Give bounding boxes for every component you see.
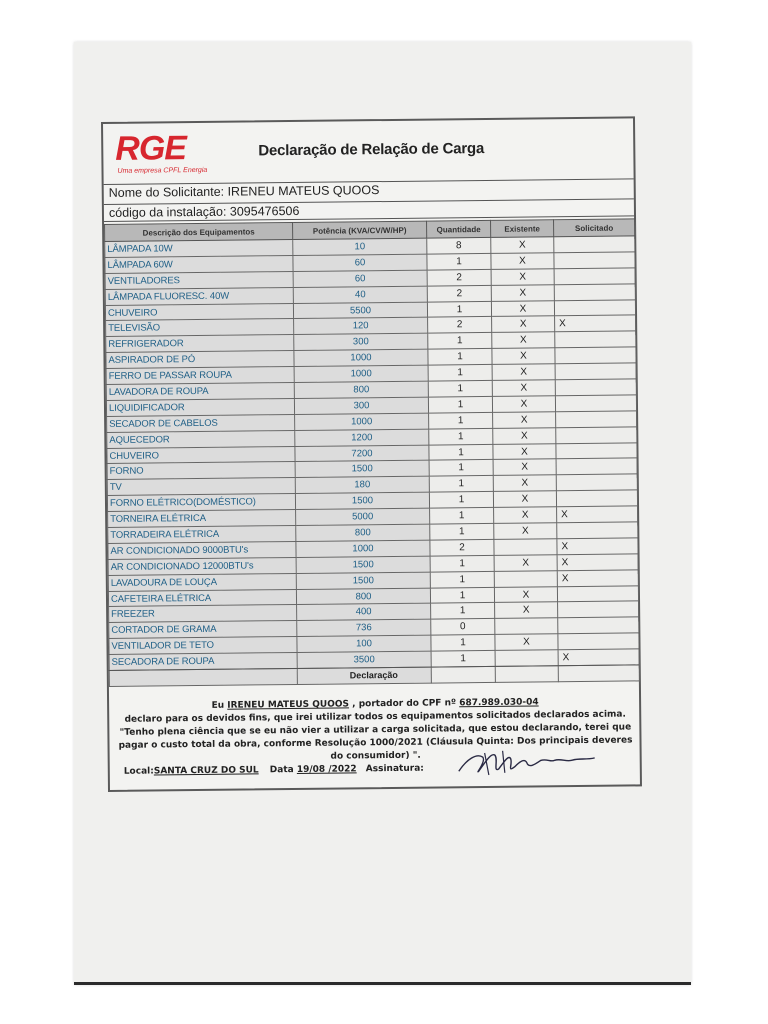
cell-quantity: 1	[430, 508, 494, 525]
cell-requested: X	[557, 538, 638, 555]
cell-power: 300	[294, 333, 428, 350]
cell-power: 40	[293, 286, 427, 303]
cell-power: 1000	[295, 413, 429, 430]
form-header	[103, 118, 634, 184]
cell-quantity: 1	[430, 555, 494, 572]
cell-description: TORRADEIRA ELÉTRICA	[108, 526, 296, 544]
cell-description: LIQUIDIFICADOR	[106, 398, 294, 416]
header-pot: Potência (KVA/CV/W/HP)	[293, 221, 427, 239]
header-sol: Solicitado	[554, 219, 635, 237]
cell-existing: X	[491, 237, 554, 254]
table-body	[105, 236, 640, 686]
cell-existing	[494, 570, 557, 587]
cell-existing	[495, 618, 558, 635]
cell-quantity: 1	[430, 571, 494, 588]
cell-power: 60	[293, 270, 427, 287]
declaration-title: Declaração	[349, 669, 398, 681]
cell-description: FORNO	[107, 462, 295, 480]
cell-power: 800	[294, 381, 428, 398]
cell-description: TELEVISÃO	[106, 319, 294, 337]
cell-quantity: 1	[429, 492, 493, 509]
cell-existing: X	[493, 443, 556, 460]
cell-requested	[556, 442, 637, 459]
cell-requested	[555, 363, 636, 380]
decl-line2: declaro para os devidos fins, que irei utilizar todos os equipamentos solicitados declarados acima.	[124, 709, 626, 725]
cell-quantity: 1	[430, 587, 494, 604]
cell-requested	[557, 585, 638, 602]
cell-quantity: 1	[430, 523, 494, 540]
cell-requested	[554, 236, 635, 253]
cell-requested: X	[557, 506, 638, 523]
cell-requested	[557, 522, 638, 539]
decl-eu: Eu	[211, 700, 225, 711]
logo-subtitle: Uma empresa CPFL Energia	[117, 166, 208, 175]
cell-requested	[556, 427, 637, 444]
signature-image	[455, 748, 605, 780]
decl-line3: "Tenho plena ciência que se eu não vier a utilizar a carga solicitada, que estou declarando, terei que pagar o custo total da obra, conforme Resolução 1000/2021 (Cláusula Quinta: Dos principais deveres do consumidor) ".	[118, 722, 633, 762]
cell-requested: X	[558, 649, 639, 666]
cell-description: FREEZER	[109, 605, 297, 623]
cell-requested	[556, 411, 637, 428]
cell-existing: X	[493, 475, 556, 492]
cell-requested	[554, 284, 635, 301]
cell-quantity: 1	[429, 428, 493, 445]
rge-logo	[115, 131, 239, 178]
declaration-footer	[124, 764, 424, 777]
logo-text: RGE	[115, 129, 187, 168]
cell-quantity: 8	[427, 237, 491, 254]
cell-power: 1500	[295, 461, 429, 478]
cell-description: FERRO DE PASSAR ROUPA	[106, 367, 294, 385]
cell-requested	[556, 490, 637, 507]
cell-quantity: 2	[428, 317, 492, 334]
cell-power: 100	[297, 635, 431, 652]
cell-power: 120	[294, 318, 428, 335]
cell-quantity: 1	[427, 253, 491, 270]
cell-requested	[555, 379, 636, 396]
cell-existing: X	[495, 634, 558, 651]
cell-power: 60	[293, 254, 427, 271]
cell-description: AR CONDICIONADO 12000BTU's	[108, 557, 296, 575]
cell-existing: X	[494, 555, 557, 572]
cell-description: VENTILADORES	[105, 271, 293, 289]
equipment-table	[104, 218, 640, 686]
data-label: Data	[269, 765, 294, 776]
declaration-section	[109, 664, 640, 791]
cell-existing: X	[494, 586, 557, 603]
cell-power: 1500	[296, 572, 430, 589]
cell-description: LAVADOURA DE LOUÇA	[108, 573, 296, 591]
load-declaration-form	[101, 116, 642, 792]
cell-existing: X	[491, 253, 554, 270]
cell-existing: X	[492, 348, 555, 365]
cell-requested	[556, 458, 637, 475]
cell-quantity: 2	[430, 539, 494, 556]
applicant-name: Nome do Solicitante: IRENEU MATEUS QUOOS	[104, 178, 634, 202]
cell-existing: X	[492, 396, 555, 413]
cell-quantity: 2	[427, 269, 491, 286]
cell-existing	[494, 539, 557, 556]
document-title: Declaração de Relação de Carga	[258, 139, 485, 160]
cell-power: 5000	[296, 508, 430, 525]
cell-description: CHUVEIRO	[105, 303, 293, 321]
cell-requested	[558, 633, 639, 650]
cell-existing: X	[491, 300, 554, 317]
local-value: SANTA CRUZ DO SUL	[153, 765, 259, 777]
cell-description: CORTADOR DE GRAMA	[109, 621, 297, 639]
cell-power: 400	[297, 604, 431, 621]
cell-quantity: 2	[427, 285, 491, 302]
cell-existing: X	[493, 491, 556, 508]
cell-description: TORNEIRA ELÉTRICA	[108, 510, 296, 528]
cell-quantity: 1	[429, 444, 493, 461]
cell-description: AR CONDICIONADO 9000BTU's	[108, 541, 296, 559]
cell-existing: X	[492, 332, 555, 349]
cell-existing: X	[493, 427, 556, 444]
cell-description: VENTILADOR DE TETO	[109, 637, 297, 655]
cell-quantity: 1	[428, 333, 492, 350]
cell-description: LÂMPADA 60W	[105, 255, 293, 273]
cell-power: 7200	[295, 445, 429, 462]
cell-requested	[554, 252, 635, 269]
cell-existing: X	[491, 269, 554, 286]
cell-quantity: 1	[428, 396, 492, 413]
cell-quantity: 1	[429, 476, 493, 493]
cell-quantity: 1	[431, 651, 495, 668]
cell-power: 180	[295, 476, 429, 493]
cell-power: 5500	[293, 302, 427, 319]
cell-requested	[555, 347, 636, 364]
cell-description: SECADOR DE CABELOS	[107, 414, 295, 432]
cell-description: CAFETEIRA ELÉTRICA	[108, 589, 296, 607]
installation-code: código da instalação: 3095476506	[104, 198, 634, 222]
cell-requested: X	[555, 315, 636, 332]
cell-power: 3500	[297, 651, 431, 668]
decl-name: IRENEU MATEUS QUOOS	[227, 699, 350, 711]
header-qty: Quantidade	[427, 220, 491, 238]
cell-power: 10	[293, 238, 427, 255]
cell-quantity: 1	[428, 365, 492, 382]
cell-existing	[495, 650, 558, 667]
cell-power: 736	[297, 619, 431, 636]
cell-quantity: 1	[429, 460, 493, 477]
cell-quantity: 0	[431, 619, 495, 636]
cell-requested	[554, 299, 635, 316]
cell-quantity: 1	[427, 301, 491, 318]
cell-power: 1500	[295, 492, 429, 509]
cell-requested	[555, 395, 636, 412]
cell-requested	[556, 474, 637, 491]
local-label: Local:	[123, 766, 154, 777]
cell-requested	[558, 601, 639, 618]
decl-cpf: 687.989.030-04	[459, 697, 539, 709]
cell-description: REFRIGERADOR	[106, 335, 294, 353]
cell-existing: X	[492, 364, 555, 381]
cell-quantity: 1	[431, 635, 495, 652]
cell-description: LÂMPADA FLUORESC. 40W	[105, 287, 293, 305]
cell-description: ASPIRADOR DE PÓ	[106, 351, 294, 369]
cell-existing: X	[492, 380, 555, 397]
cell-quantity: 1	[428, 349, 492, 366]
cell-power: 1500	[296, 556, 430, 573]
cell-existing: X	[491, 284, 554, 301]
cell-power: 1000	[296, 540, 430, 557]
cell-description: SECADORA DE ROUPA	[109, 653, 297, 671]
cell-power: 1000	[294, 349, 428, 366]
cell-quantity: 1	[431, 603, 495, 620]
cell-existing: X	[494, 523, 557, 540]
cell-existing: X	[494, 507, 557, 524]
cell-description: LAVADORA DE ROUPA	[106, 383, 294, 401]
cell-power: 1000	[294, 365, 428, 382]
cell-description: TV	[107, 478, 295, 496]
cell-existing: X	[493, 412, 556, 429]
cell-description: FORNO ELÉTRICO(DOMÉSTICO)	[107, 494, 295, 512]
cell-power: 800	[296, 524, 430, 541]
cell-quantity: 1	[428, 380, 492, 397]
cell-requested: X	[557, 554, 638, 571]
cell-existing: X	[492, 316, 555, 333]
decl-portador: , portador do CPF nº	[352, 698, 457, 710]
cell-requested	[554, 268, 635, 285]
cell-power: 300	[294, 397, 428, 414]
cell-existing: X	[495, 602, 558, 619]
cell-description: AQUECEDOR	[107, 430, 295, 448]
cell-existing: X	[493, 459, 556, 476]
cell-power: 800	[296, 588, 430, 605]
cell-quantity: 1	[429, 412, 493, 429]
cell-power: 1200	[295, 429, 429, 446]
cell-requested: X	[557, 570, 638, 587]
header-desc: Descrição dos Equipamentos	[105, 222, 293, 241]
assinatura-label: Assinatura:	[365, 763, 424, 775]
data-value: 19/08 /2022	[296, 764, 357, 775]
cell-requested	[558, 617, 639, 634]
cell-requested	[555, 331, 636, 348]
cell-description: CHUVEIRO	[107, 446, 295, 464]
cell-description: LÂMPADA 10W	[105, 239, 293, 257]
header-ex: Existente	[491, 220, 554, 238]
